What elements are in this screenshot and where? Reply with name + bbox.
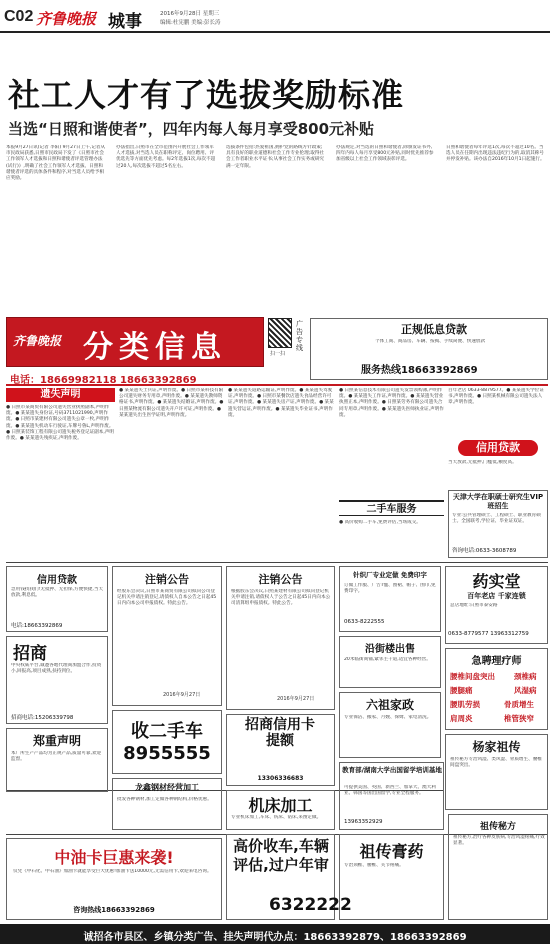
cancel-notice-2-date: 2016年9月27日 (277, 696, 315, 702)
steel-text: 批发各种钢材,加工定做各种钢结构,价格优惠。 (117, 797, 212, 802)
knit-box (339, 566, 441, 632)
shop-sale-text: 20米临街商铺,紧邻主干道,适宜各种经营。 (344, 657, 431, 662)
lost-notice-col-4: ● 日照某信息技术有限公司遗失发票领购簿,声明作废。● 某某遗失工作证,声明作废。● 某某遗失营业执照正本,声明作废。● 日照某劳务有限公司遗失合同专用章,声明作废。● 某某遗失医师执业证,声明作废。 (339, 388, 444, 418)
therapist-item-2: 颈椎病 (514, 672, 537, 681)
header-rule (0, 31, 550, 33)
yang-family-title: 杨家祖传 (472, 740, 521, 754)
yaoshitang-box (445, 566, 548, 644)
notice-box (6, 728, 108, 792)
credit-card-box (226, 714, 335, 786)
headline-subtitle: 当选“日照和谐使者”，四年内每人每月享受800元补贴 (8, 120, 375, 138)
lost-notice-col-5: 百年老店 0633-8879577。● 某某遗失学位证书,声明作废。● 日照某机械有限公司遗失法人章,声明作废。 (448, 388, 544, 406)
fuel-card-text: 仅凭《中石化、中石油》加油卡就能享受巨大优惠!加油卡送10000元,无需信用卡,欢迎来电咨询。 (13, 869, 212, 874)
secret-recipe-text: 祖传秘方,治疗各种皮肤病,专治风湿疼痛,疗效显著。 (453, 835, 545, 847)
recruit-title: 招商 (13, 644, 47, 664)
housekeeping-title: 六祖家政 (365, 698, 414, 712)
section-name: 城事 (108, 12, 142, 31)
lost-notice-col-2: ● 某某遗失士兵证,声明作废。● 日照市某科技有限公司遗失财务专用章,声明作废。● 某某遗失教师资格证书,声明作废。● 某某遗失结婚证,声明作废。● 日照某物流有限公司遗失开户许可证,声明作废。● 某某遗失出生医学证明,声明作废。 (119, 388, 224, 418)
classified-banner (6, 317, 264, 367)
used-car-service-text: ● 高价收购二手车,免费评估,当场成交。 (339, 520, 421, 525)
car-buy-phone: 6322222 (269, 895, 352, 915)
housekeeping-box (339, 692, 441, 758)
therapist-item-7: 肩周炎 (450, 714, 473, 723)
recruit-box (6, 636, 108, 724)
article-col-4: 办法规定,对当选的日照和谐使者,除颁发证书外,四年内每人每月享受800元补贴,同时优先推荐参加省级以上社会工作领域表彰评选。 (336, 145, 434, 163)
credit-loan-2-phone: 电话:18663392869 (11, 623, 63, 629)
fuel-card-phone: 咨询热线18663392869 (73, 906, 155, 914)
classified-brand: 齐鲁晚报 (13, 334, 62, 348)
used-car-service-box (339, 500, 444, 558)
plaster-text: 专治颈椎、腰椎、关节疼痛。 (344, 863, 404, 868)
article-col-3: 选拔条件包括:热爱祖国,拥护党的路线方针政策;具有良好的职业道德和社会工作专业伦理;取得社会工作者职业水平证书;从事社会工作实务或研究满一定年限。 (226, 145, 325, 169)
cancel-notice-1-title: 注销公告 (145, 573, 189, 586)
loan-banner[interactable] (310, 318, 548, 380)
study-abroad-title: 教育部/湖南大学出国留学培训基地 (342, 766, 442, 774)
page-number: C02 (4, 8, 34, 25)
yaoshitang-phone: 0633-8779577 13963312759 (448, 631, 529, 637)
recruit-text: 中央权威平台,诚邀各地代理商加盟合作,投资小,回报高,项目成熟,扶持到位。 (11, 663, 102, 675)
loan-title: 正规低息贷款 (401, 323, 467, 336)
credit-loan-text: 当天放款,无抵押,门槛低,额度高。 (448, 460, 517, 465)
machining-text: 专业机床加工,车床、铣床、钻床,来图定做。 (231, 815, 322, 820)
cancel-notice-2 (226, 566, 335, 710)
header-meta-1: 2016年9月28日 星期三 (160, 11, 220, 17)
machining-box (226, 790, 335, 830)
cancel-notice-1 (112, 566, 222, 706)
classified-rule (6, 384, 548, 386)
used-car-buy-box (112, 710, 222, 774)
notice-title: 郑重声明 (32, 734, 81, 748)
yaoshitang-sub: 百年老店 千家连锁 (467, 592, 526, 600)
lost-notice-text: ● 日照市某商贸有限公司遗失营业执照副本,声明作废。● 某某遗失身份证,号码3711021990,声明作废。● 日照市某建材有限公司遗失公章一枚,声明作废。● 某某遗失机动车行驶证,车牌号鲁L,声明作废。● 日照某装饰工程有限公司遗失税务登记证副本,声明作废。● 某某遗失残疾证,声明作废。 (6, 405, 114, 442)
article-col-5: 日照和谐使者每年评选1次,每次不超过10名。当选人员在任期内出现违法违纪行为的,取消其称号并停发补贴。该办法自2016年10月1日起施行。 (446, 145, 545, 163)
cancel-notice-2-text: 根据股东会决议,日照某建材有限公司拟向登记机关申请注销,请债权人于公告之日起45日内向本公司清算组申报债权。特此公告。 (231, 589, 331, 607)
loan-text: 个体工商、商品房、车辆、按揭、手续简便、快速放款 (374, 339, 486, 344)
cancel-notice-1-text: 经股东会决议,日照市某商贸有限公司拟向公司登记机关申请注销登记,请债权人自本公告之日起45日内向本公司申报债权。特此公告。 (117, 589, 217, 607)
brand-logo: 齐鲁晚报 (36, 12, 97, 28)
tianjin-text: 专业:公共管理硕士、工程硕士、职业教育硕士。全国联考,学位证、毕业证双证。 (452, 513, 541, 525)
footer-bar (0, 924, 550, 944)
notice-text: 本厂所生产产品均为正规产品,质量可靠,欢迎监督。 (11, 751, 102, 763)
row-rule-1 (6, 562, 548, 563)
credit-loan-title: 信用贷款 (458, 440, 538, 456)
tianjin-phone: 咨询电话:0633-3608789 (452, 548, 517, 554)
credit-card-title: 招商信用卡提额 (245, 717, 315, 749)
fuel-card-box (6, 838, 222, 920)
used-car-service-title: 二手车服务 (339, 500, 444, 516)
credit-card-phone: 13306336683 (257, 775, 304, 782)
tianjin-box (448, 490, 548, 558)
classified-hotline: 电话：18669982118 18663392869 (10, 375, 197, 386)
housekeeping-text: 专业保洁、搬家、月嫂、保姆、家电清洗。 (344, 715, 432, 720)
therapist-item-6: 骨质增生 (504, 700, 534, 709)
shop-sale-title: 沿街楼出售 (365, 644, 415, 655)
qr-label: 扫一扫 (270, 351, 286, 357)
plaster-box (339, 834, 444, 920)
car-buy-title: 高价收车,车辆评估,过户年审 (233, 837, 329, 874)
credit-loan-2-title: 信用贷款 (37, 575, 77, 586)
therapist-box (445, 648, 548, 730)
tianjin-title: 天津大学在职硕士研究生VIP班招生 (452, 493, 544, 510)
shop-sale-box (339, 636, 441, 688)
fuel-card-title: 中油卡巨惠来袭! (54, 848, 174, 867)
qr-code[interactable] (268, 318, 292, 348)
therapist-item-8: 椎管狭窄 (504, 714, 534, 723)
cancel-notice-2-title: 注销公告 (258, 573, 303, 586)
article-col-2: 办法指出,日照市在全市范围内开展社会工作领军人才选拔,对当选人员在职称评定、岗位聘用、评优选先等方面优先考虑。每2年选拔1次,每次不超过20人,每次选拔不超过5名左右。 (116, 145, 216, 169)
knit-text: 订做工作服、广告T恤、围裙、帽子、围巾,免费印字。 (344, 583, 436, 595)
cancel-notice-1-date: 2016年9月27日 (163, 692, 201, 698)
therapist-item-3: 腰腿痛 (450, 686, 473, 695)
steel-title: 龙鑫钢材经营加工 (135, 783, 199, 792)
yaoshitang-text: 总店地址:日照市泰安路 (450, 603, 498, 608)
credit-loan-2-box (6, 566, 108, 632)
classified-title: 分类信息 (83, 330, 227, 365)
study-abroad-phone: 13963352929 (344, 819, 383, 825)
article-col-1: 本报9月27日讯(记者 李阳) 9月27日上午,记者从市民政局获悉,日照市民政局下发了《日照市社会工作领军人才选拔和日照和谐使者评选管理办法(试行)》,明确了社会工作领军人才选拔、日照和谐使者评选的具体条件和程序,对当选人员给予相应奖励。 (6, 145, 106, 182)
credit-loan-2-text: 急用钱找我们!无抵押、无担保,方便快捷,当天放款,利息低。 (11, 587, 104, 599)
credit-loan-box (448, 440, 548, 488)
therapist-title: 急聘理疗师 (471, 656, 522, 667)
secret-recipe-title: 祖传秘方 (479, 822, 516, 832)
footer-text: 诚招各市县区、乡镇分类广告、挂失声明代办点：18663392879、18663392869 (83, 932, 467, 943)
therapist-item-1: 腰椎间盘突出 (450, 672, 495, 681)
study-abroad-box (339, 762, 444, 830)
header-meta-2: 编辑:杜宪鹏 美编:彭长涛 (160, 20, 221, 26)
secret-recipe-box (448, 814, 548, 920)
yang-family-box (445, 734, 548, 810)
lost-notice-box (6, 388, 115, 558)
yang-family-text: 祖传秘方专治风湿、类风湿、骨质增生、腰椎间盘突出。 (450, 757, 542, 769)
therapist-item-4: 风湿病 (514, 686, 537, 695)
yaoshitang-title: 药实堂 (472, 574, 521, 591)
used-car-buy-title: 收二手车 (131, 721, 203, 742)
lost-notice-title: 遗失声明 (6, 388, 115, 402)
machining-title: 机床加工 (248, 796, 313, 815)
headline-title: 社工人才有了选拔奖励标准 (8, 76, 405, 114)
car-buy-box (226, 834, 352, 920)
plaster-title: 祖传膏药 (359, 842, 424, 861)
loan-phone: 服务热线18663392869 (361, 365, 478, 376)
knit-title: 针织厂专业定做 免费印字 (353, 571, 427, 579)
therapist-item-5: 腰肌劳损 (450, 700, 480, 709)
used-car-buy-phone: 8955555 (123, 743, 211, 764)
page-header (0, 0, 550, 34)
lost-notice-col-3: ● 某某遗失道路运输证,声明作废。● 某某遗失驾驶证,声明作废。● 日照市某餐饮店遗失食品经营许可证,声明作废。● 某某遗失房产证,声明作废。● 某某遗失营运证,声明作废。● 某某遗失毕业证书,声明作废。 (228, 388, 334, 418)
recruit-phone: 招商电话:15206339798 (11, 715, 74, 721)
ad-hotline-side: 广告专线 (296, 320, 303, 352)
study-abroad-text: 可提供美国、英国、新西兰、加拿大、澳大利亚、韩国等国出国留学,专业全程服务。 (344, 785, 436, 797)
knit-phone: 0633-8222555 (344, 619, 385, 625)
steel-box (112, 778, 222, 830)
